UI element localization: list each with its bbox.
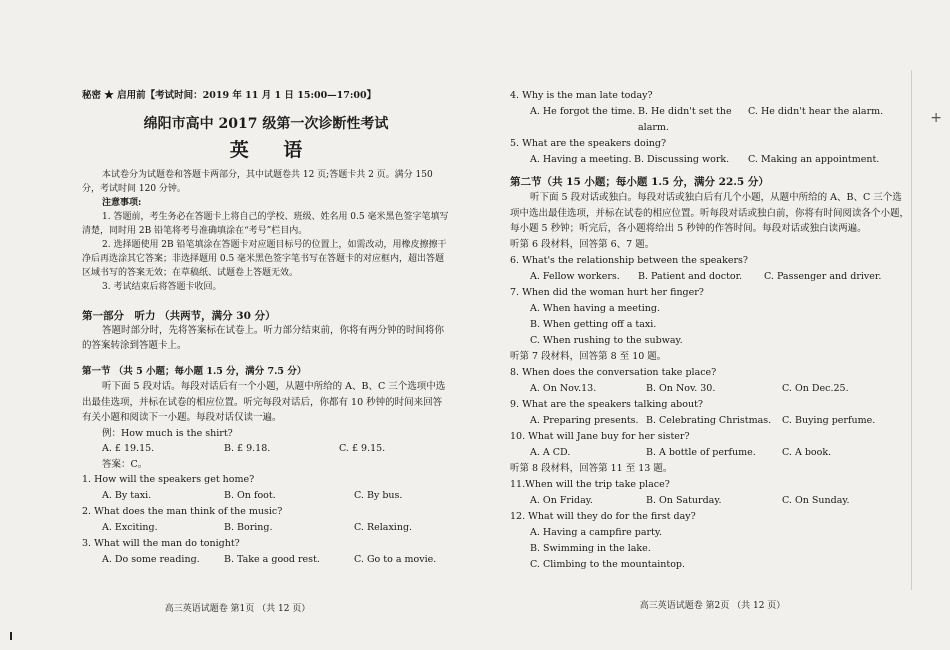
option-c: C. A book. xyxy=(782,446,832,458)
option-a: A. He forgot the time. xyxy=(530,106,636,117)
question-3: 3. What will the man do tonight? xyxy=(82,538,240,549)
question-6: 6. What's the relationship between the speakers? xyxy=(510,254,748,266)
question-1: 1. How will the speakers get home? xyxy=(82,474,255,485)
option-c: C. Buying perfume. xyxy=(782,414,876,426)
option-a: A. By taxi. xyxy=(102,490,152,501)
option-b: B. On foot. xyxy=(224,490,276,501)
option-c: C. Relaxing. xyxy=(354,522,413,533)
question-11-options xyxy=(510,493,910,509)
option-c: C. He didn't hear the alarm. xyxy=(748,106,884,117)
option-a: A. Fellow workers. xyxy=(530,270,620,282)
scan-mark xyxy=(10,632,12,640)
option-c: C. By bus. xyxy=(354,490,403,501)
question-4: 4. Why is the man late today? xyxy=(510,90,653,101)
material-6: 听第 6 段材料，回答第 6、7 题。 xyxy=(510,238,655,250)
option-c: C. Go to a movie. xyxy=(354,554,437,565)
material-8: 听第 8 段材料，回答第 11 至 13 题。 xyxy=(510,462,673,474)
part1-title: 第一部分 听力 （共两节，满分 30 分） xyxy=(82,309,276,322)
option-c: C. On Dec.25. xyxy=(782,382,849,394)
question-1-options xyxy=(82,488,450,504)
option-b: B. Patient and doctor. xyxy=(638,270,743,282)
option-a: A. Preparing presents. xyxy=(530,414,639,426)
part1-intro: 答题时部分时，先将答案标在试卷上。听力部分结束前，你将有两分钟的时间将你的答案转涂到答题卡上。 xyxy=(82,324,445,351)
option-b: B. On Nov. 30. xyxy=(646,382,716,394)
question-4-options xyxy=(510,104,910,136)
option-a: A. £ 19.15. xyxy=(102,443,155,454)
example-options xyxy=(82,441,450,457)
option-a: A. Do some reading. xyxy=(102,554,200,565)
page-footer: 高三英语试题卷 第1页 （共 12 页） xyxy=(164,604,311,614)
question-7-option-c: C. When rushing to the subway. xyxy=(530,334,683,346)
question-6-options xyxy=(510,269,910,285)
option-c: C. Making an appointment. xyxy=(748,154,880,165)
material-7: 听第 7 段材料，回答第 8 至 10 题。 xyxy=(510,350,667,362)
option-b: B. On Saturday. xyxy=(646,494,722,506)
question-9: 9. What are the speakers talking about? xyxy=(510,398,703,410)
question-10-options xyxy=(510,445,910,461)
section2-title: 第二节（共 15 小题；每小题 1.5 分，满分 22.5 分） xyxy=(510,176,769,188)
option-b: B. A bottle of perfume. xyxy=(646,446,756,458)
exam-title: 绵阳市高中 2017 级第一次诊断性考试 xyxy=(143,115,389,132)
question-5-options xyxy=(510,152,910,168)
secret-line: 秘密 ★ 启用前【考试时间：2019 年 11 月 1 日 15:00—17:00】 xyxy=(82,90,377,101)
question-10: 10. What will Jane buy for her sister? xyxy=(510,430,690,442)
question-2-options xyxy=(82,520,450,536)
example-question: 例：How much is the shirt? xyxy=(102,427,233,439)
intro-text: 本试卷分为试题卷和答题卡两部分，其中试题卷共 12 页;答题卡共 2 页。满分 150 分，考试时间 120 分钟。 xyxy=(82,169,433,194)
option-a: A. On Friday. xyxy=(530,494,593,506)
question-7-option-b: B. When getting off a taxi. xyxy=(530,318,657,330)
question-3-options xyxy=(82,552,450,568)
option-b: B. Discussing work. xyxy=(634,154,730,165)
question-12: 12. What will they do for the first day? xyxy=(510,510,696,522)
example-answer: 答案：C。 xyxy=(102,458,148,470)
question-7-option-a: A. When having a meeting. xyxy=(530,302,660,314)
section1-intro: 听下面 5 段对话。每段对话后有一个小题，从题中所给的 A、B、C 三个选项中选出最佳选项，并标在试卷的相应位置。听完每段对话后，你都有 10 秒钟的时间来回答有关小题和阅读下一小题。每段对话仅读一遍。 xyxy=(82,381,446,423)
question-7: 7. When did the woman hurt her finger? xyxy=(510,286,704,298)
section2-intro: 听下面 5 段对话或独白。每段对话或独白后有几个小题，从题中所给的 A、B、C 三个选项中选出最佳选项，并标在试卷的相应位置。听每段对话或独白前，你将有时间阅读各个小题，每小题 5 秒钟；听完后，各小题将给出 5 秒钟的作答时间。每段对话或独白读两遍。 xyxy=(510,192,910,234)
question-5: 5. What are the speakers doing? xyxy=(510,138,667,149)
question-2: 2. What does the man think of the music? xyxy=(82,506,283,517)
notes-title: 注意事项: xyxy=(102,197,142,208)
question-11: 11.When will the trip take place? xyxy=(510,478,670,490)
option-c: C. £ 9.15. xyxy=(339,443,386,454)
option-a: A. Having a meeting. xyxy=(530,154,632,165)
page-2 xyxy=(475,0,950,650)
option-b: B. Boring. xyxy=(224,522,273,533)
option-b: B. He didn't set the alarm. xyxy=(638,106,732,133)
option-c: C. Passenger and driver. xyxy=(764,270,882,282)
question-12-option-b: B. Swimming in the lake. xyxy=(530,542,651,554)
option-b: B. Celebrating Christmas. xyxy=(646,414,772,426)
note-1: 1. 答题前，考生务必在答题卡上将自己的学校、班级、姓名用 0.5 毫米黑色签字笔填写清楚，同时用 2B 铅笔将考号准确填涂在“考号”栏目内。 xyxy=(82,211,449,236)
option-c: C. On Sunday. xyxy=(782,494,850,506)
subject-title: 英 语 xyxy=(229,138,317,161)
section1-title: 第一节 （共 5 小题；每小题 1.5 分，满分 7.5 分） xyxy=(82,365,307,377)
option-b: B. Take a good rest. xyxy=(224,554,320,565)
question-8-options xyxy=(510,381,910,397)
page-footer: 高三英语试题卷 第2页 （共 12 页） xyxy=(639,601,786,611)
option-a: A. Exciting. xyxy=(102,522,158,533)
question-list xyxy=(82,472,450,568)
option-a: A. On Nov.13. xyxy=(530,382,597,394)
question-12-option-c: C. Climbing to the mountaintop. xyxy=(530,558,686,570)
question-8: 8. When does the conversation take place? xyxy=(510,366,717,378)
question-9-options xyxy=(510,413,910,429)
note-3: 3. 考试结束后将答题卡收回。 xyxy=(102,281,222,292)
crop-mark: + xyxy=(930,110,942,126)
note-2: 2. 选择题使用 2B 铅笔填涂在答题卡对应题目标号的位置上，如需改动，用橡皮擦擦干净后再选涂其它答案；非选择题用 0.5 毫米黑色签字笔书写在答题卡的对应框内，超出答题区域书写的答案无效；在草稿纸、试题卷上答题无效。 xyxy=(82,239,447,278)
option-a: A. A CD. xyxy=(530,446,571,458)
question-12-option-a: A. Having a campfire party. xyxy=(530,526,662,538)
option-b: B. £ 9.18. xyxy=(224,443,271,454)
